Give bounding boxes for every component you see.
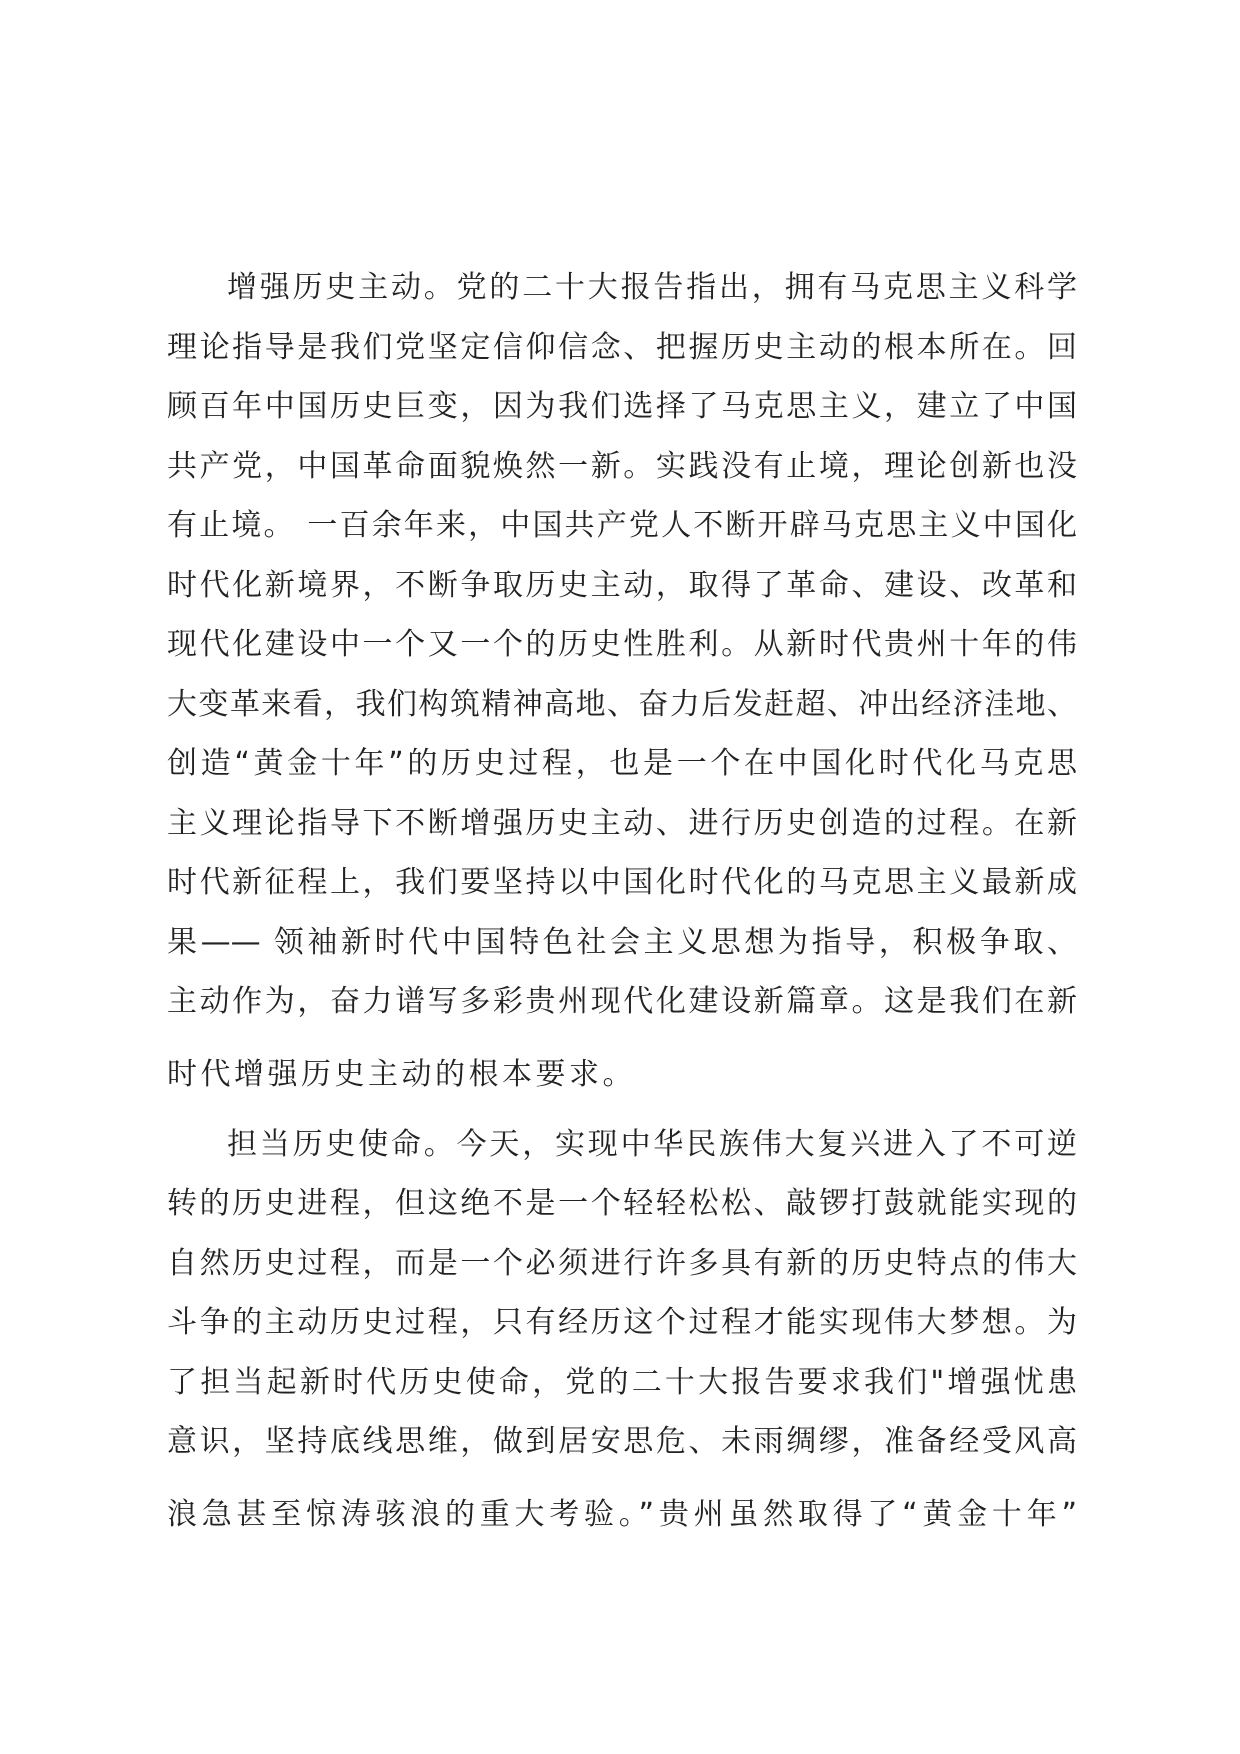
text-line: 主义理论指导下不断增强历史主动、进行历史创造的过程。在新	[167, 805, 1077, 841]
text-line: 有止境。 一百余年来，中国共产党人不断开辟马克思主义中国化	[167, 508, 1077, 543]
text-line: 斗争的主动历史过程，只有经历这个过程才能实现伟大梦想。为	[167, 1305, 1077, 1340]
text-line: 转的历史进程，但这绝不是一个轻轻松松、敲锣打鼓就能实现的	[167, 1186, 1077, 1221]
text-line: 共产党，中国革命面貌焕然一新。实践没有止境，理论创新也没	[167, 448, 1077, 484]
text-line: 顾百年中国历史巨变，因为我们选择了马克思主义，建立了中国	[167, 389, 1077, 424]
text-line: 时代增强历史主动的根本要求。	[167, 1056, 636, 1092]
text-line: 理论指导是我们党坚定信仰信念、把握历史主动的根本所在。回	[167, 329, 1077, 365]
paragraph-history-initiative	[167, 258, 1077, 1105]
text-line: 自然历史过程，而是一个必须进行许多具有新的历史特点的伟大	[167, 1245, 1077, 1281]
text-line: 时代新征程上，我们要坚持以中国化时代化的马克思主义最新成	[167, 865, 1077, 900]
text-line: 主动作为，奋力谱写多彩贵州现代化建设新篇章。这是我们在新	[167, 984, 1077, 1019]
text-line: 担当历史使命。今天，实现中华民族伟大复兴进入了不可逆	[227, 1126, 1077, 1162]
text-line: 时代化新境界，不断争取历史主动，取得了革命、建设、改革和	[167, 567, 1077, 603]
text-line: 创造“黄金十年”的历史过程，也是一个在中国化时代化马克思	[167, 746, 1077, 781]
paragraph-spacer	[167, 1105, 1077, 1115]
text-line: 现代化建设中一个又一个的历史性胜利。从新时代贵州十年的伟	[167, 627, 1077, 662]
text-line: 意识，坚持底线思维，做到居安思危、未雨绸缪，准备经受风高	[167, 1424, 1077, 1459]
text-line: 增强历史主动。党的二十大报告指出，拥有马克思主义科学	[227, 270, 1077, 305]
text-line: 浪急甚至惊涛骇浪的重大考验。”贵州虽然取得了“黄金十年”	[167, 1496, 1077, 1532]
text-line: 果—— 领袖新时代中国特色社会主义思想为指导，积极争取、	[167, 924, 1077, 960]
text-line: 了担当起新时代历史使命，党的二十大报告要求我们"增强忧患	[167, 1364, 1077, 1400]
text-line: 大变革来看，我们构筑精神高地、奋力后发赶超、冲出经济洼地、	[167, 686, 1077, 722]
paragraph-historic-mission	[167, 1115, 1077, 1545]
document-body	[167, 258, 1077, 1545]
